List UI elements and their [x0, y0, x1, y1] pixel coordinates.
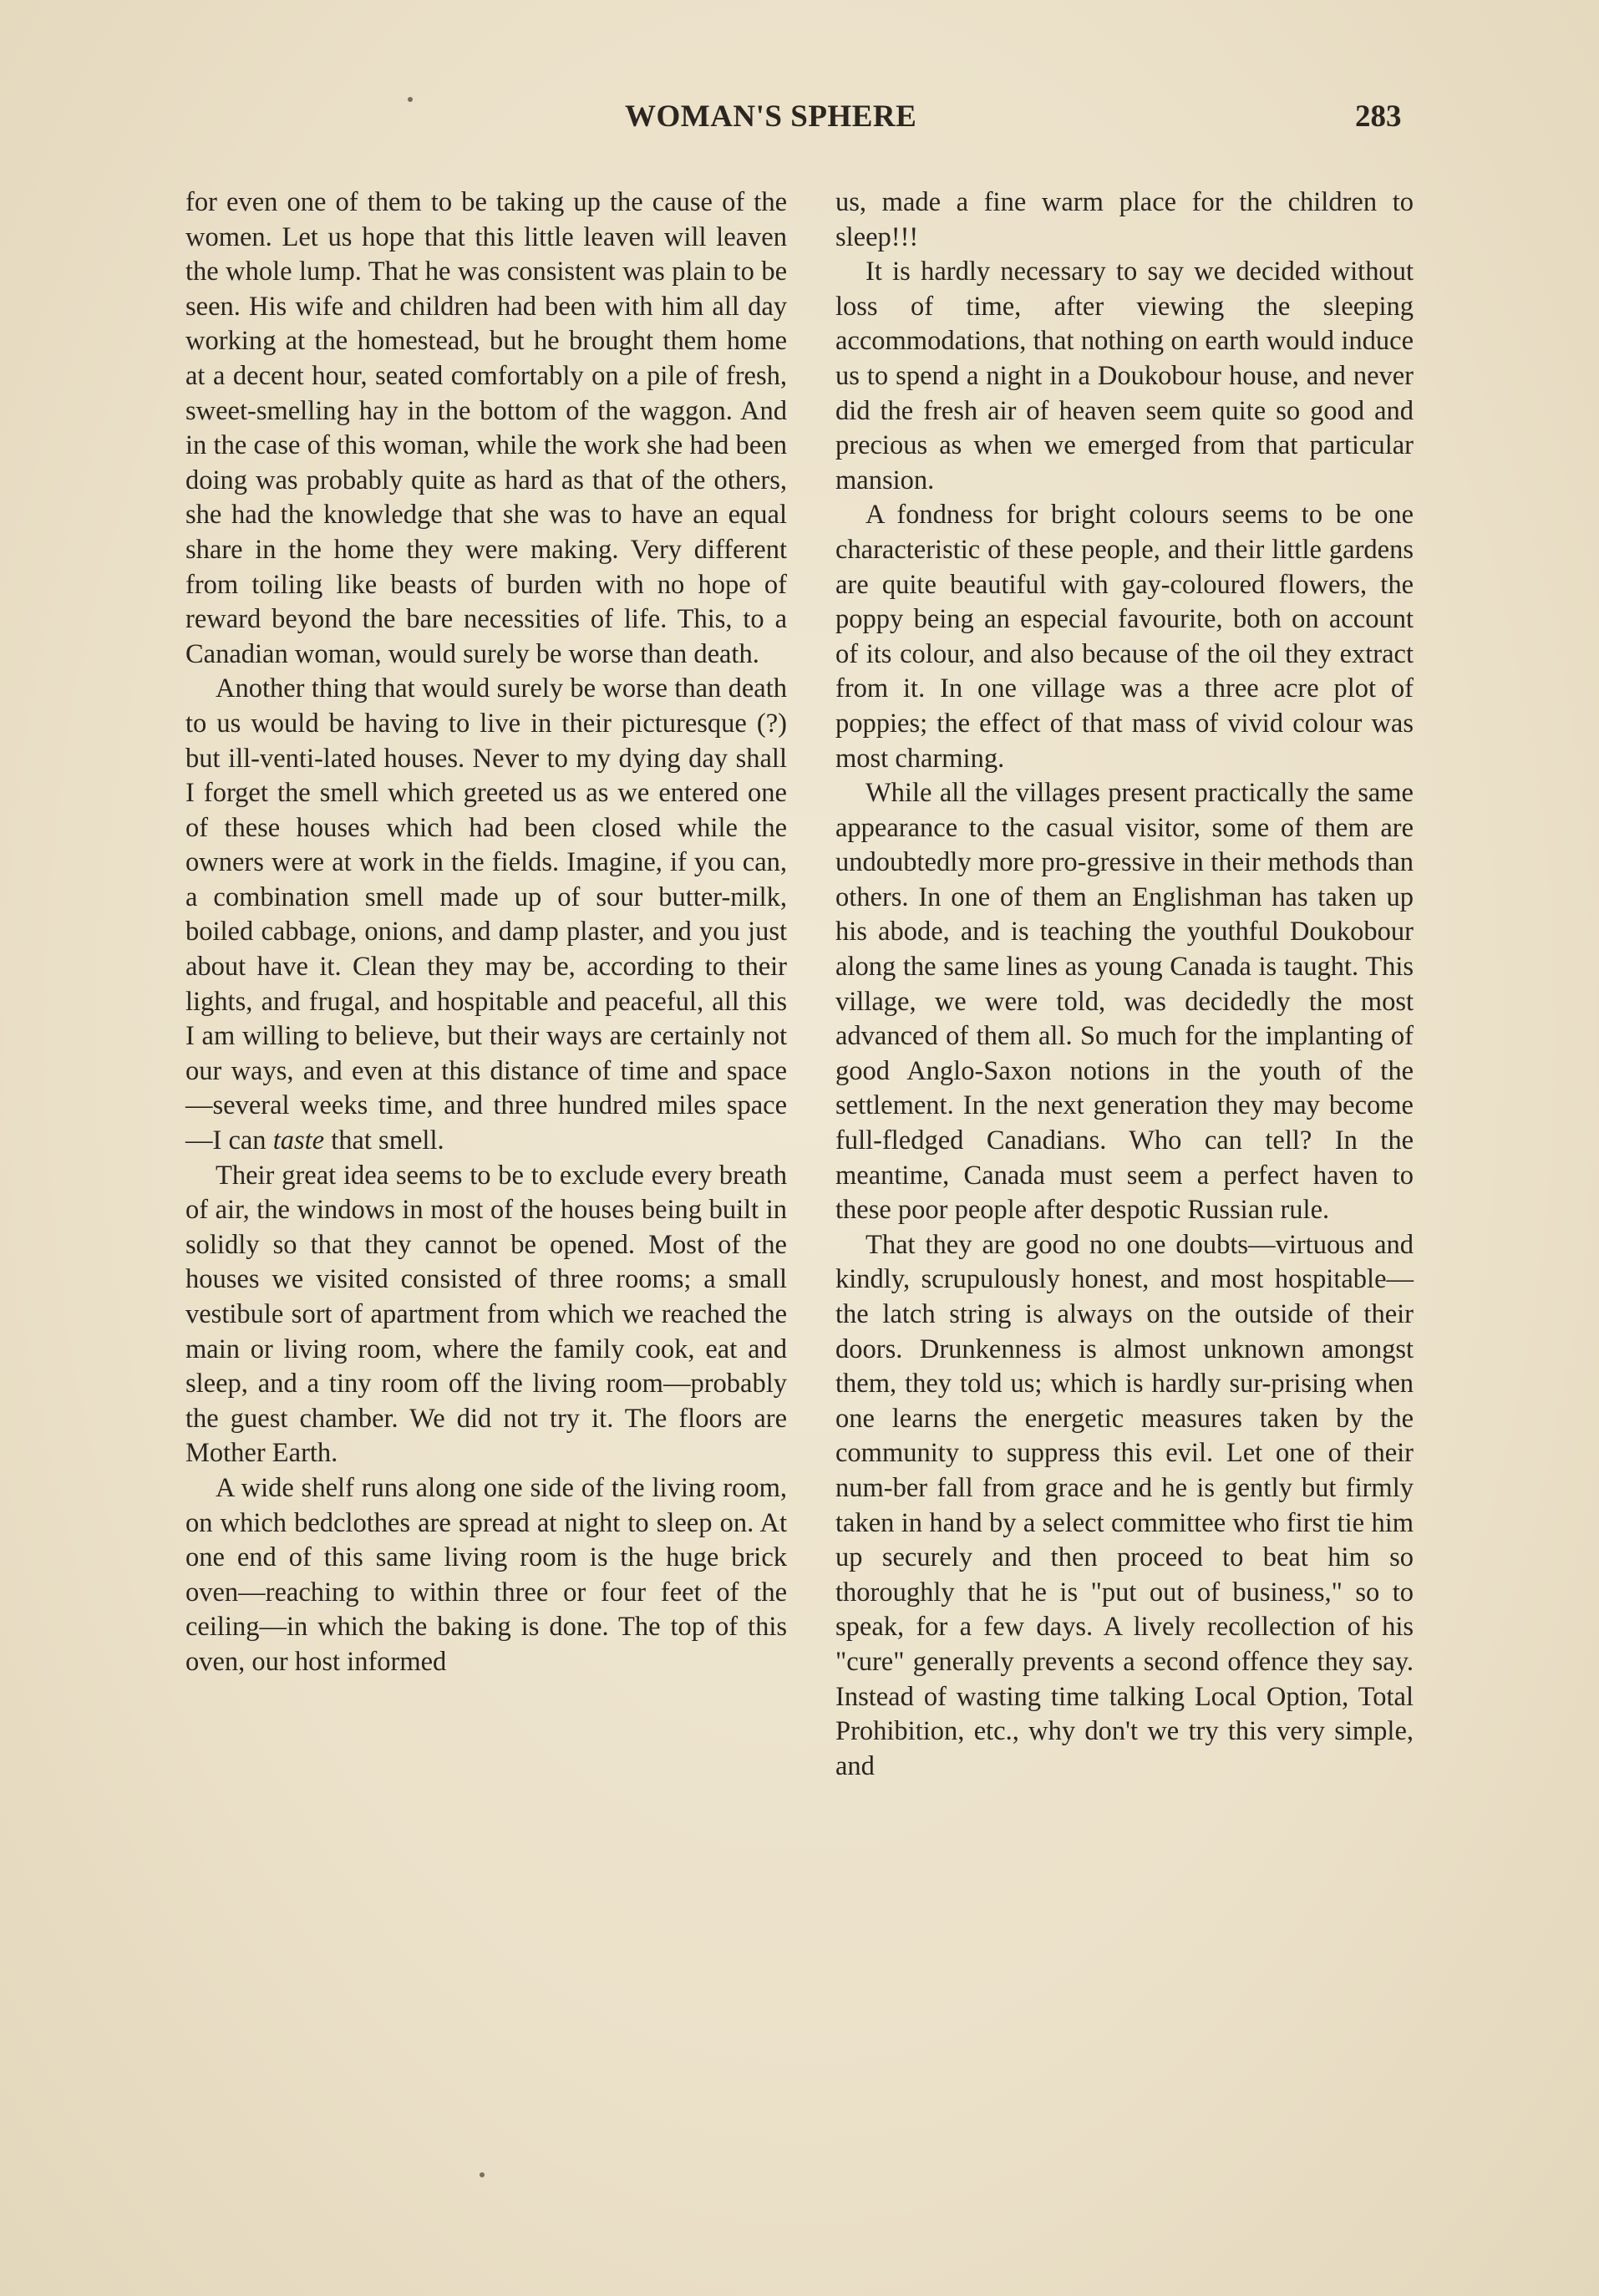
right-column	[835, 185, 1414, 1784]
paragraph: for even one of them to be taking up the cause of the women. Let us hope that this little leaven will leaven the whole lump. That he was consistent was plain to be seen. His wife and children had been with him all day working at the homestead, but he brought them home at a decent hour, seated comfortably on a pile of fresh, sweet-smelling hay in the bottom of the waggon. And in the case of this woman, while the work she had been doing was probably quite as hard as that of the others, she had the knowledge that she was to have an equal share in the home they were making. Very different from toiling like beasts of burden with no hope of reward beyond the bare necessities of life. This, to a Canadian woman, would surely be worse than death.	[185, 187, 787, 669]
italic-word: taste	[272, 1125, 325, 1156]
paragraph: It is hardly necessary to say we decided without loss of time, after viewing the sleeping accommodations, that nothing on earth would induce us to spend a night in a Doukobour house, and never did the fresh air of heaven seem quite so good and precious as when we emerged from that particular mansion.	[835, 257, 1414, 495]
running-title: WOMAN'S SPHERE	[625, 99, 917, 134]
paragraph: Their great idea seems to be to exclude every breath of air, the windows in most of the houses being built in solidly so that they cannot be opened. Most of the houses we visited consisted of three rooms; a small vestibule sort of apartment from which we reached the main or living room, where the family cook, eat and sleep, and a tiny room off the living room—probably the guest chamber. We did not try it. The floors are Mother Earth.	[185, 1160, 787, 1469]
ink-speck-bottom	[480, 2172, 485, 2177]
paragraph: A fondness for bright colours seems to be one characteristic of these people, and their little gardens are quite beautiful with gay-coloured flowers, the poppy being an especial favourite, both on account of its colour, and also because of the oil they extract from it. In one village was a three acre plot of poppies; the effect of that mass of vivid colour was most charming.	[835, 500, 1414, 774]
page-number: 283	[1355, 99, 1402, 134]
left-column	[185, 185, 787, 1680]
paragraph: us, made a fine warm place for the children to sleep!!!	[835, 187, 1414, 252]
paragraph-tail: that smell.	[324, 1125, 444, 1156]
page-header	[0, 99, 1599, 149]
paragraph	[185, 672, 787, 1158]
paragraph: While all the villages present practically the same appearance to the casual visitor, some of them are undoubtedly more pro-gressive in their methods than others. In one of them an Englishman has taken up his abode, and is teaching the youthful Doukobour along the same lines as young Canada is taught. This village, we were told, was decidedly the most advanced of them all. So much for the implanting of good Anglo-Saxon notions in the youth of the settlement. In the next generation they may become full-fledged Canadians. Who can tell? In the meantime, Canada must seem a perfect haven to these poor people after despotic Russian rule.	[835, 778, 1414, 1226]
paragraph: A wide shelf runs along one side of the living room, on which bedclothes are spread at night to sleep on. At one end of this same living room is the huge brick oven—reaching to within three or four feet of the ceiling—in which the baking is done. The top of this oven, our host informed	[185, 1472, 787, 1677]
paragraph-text: Another thing that would surely be worse than death to us would be having to live in their picturesque (?) but ill-venti-lated houses. Never to my dying day shall I forget the smell which greeted us as we entered one of these houses which had been closed while the owners were at work in the fields. Imagine, if you can, a combination smell made up of sour butter-milk, boiled cabbage, onions, and damp plaster, and you just about have it. Clean they may be, according to their lights, and frugal, and hospitable and peaceful, all this I am willing to believe, but their ways are certainly not our ways, and even at this distance of time and space—several weeks time, and three hundred miles space—I can	[185, 673, 787, 1156]
paragraph: That they are good no one doubts—virtuous and kindly, scrupulously honest, and most hospitable—the latch string is always on the outside of their doors. Drunkenness is almost unknown amongst them, they told us; which is hardly sur-prising when one learns the energetic measures taken by the community to suppress this evil. Let one of their num-ber fall from grace and he is gently but firmly taken in hand by a select committee who first tie him up securely and then proceed to beat him so thoroughly that he is "put out of business," so to speak, for a few days. A lively recollection of his "cure" generally prevents a second offence they say. Instead of wasting time talking Local Option, Total Prohibition, etc., why don't we try this very simple, and	[835, 1229, 1414, 1781]
